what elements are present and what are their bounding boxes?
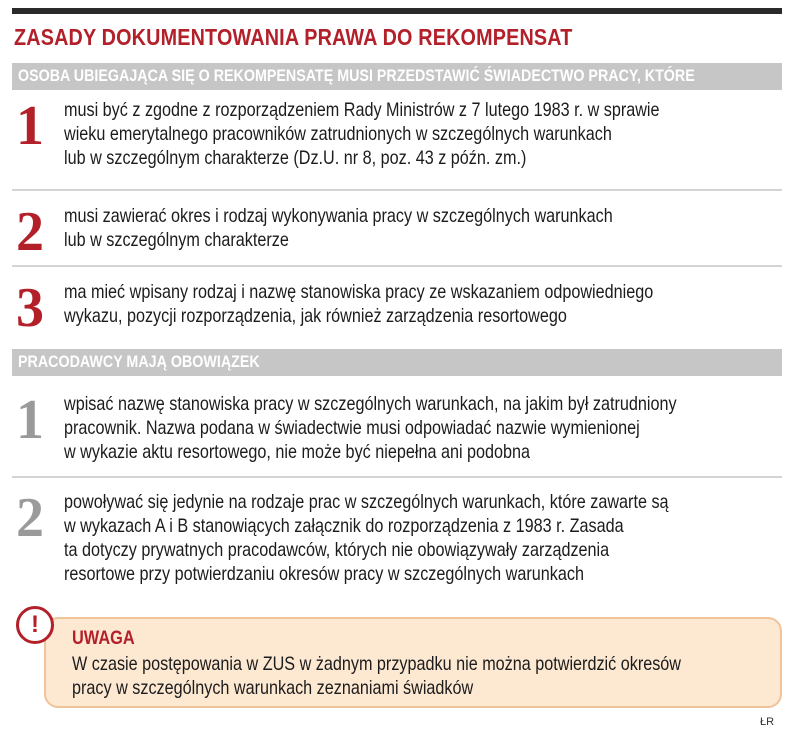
item-text: musi być z zgodne z rozporządzeniem Rady Ministrów z 7 lutego 1983 r. w sprawie wieku emerytalnego pracowników zatrudnionych w szczególnych warunkach lub w szczególnym charakterze (Dz.U. nr 8, poz. 43 z późn. zm.) (64, 99, 660, 169)
item-text: musi zawierać okres i rodzaj wykonywania pracy w szczególnych warunkach lub w szczególnym charakterze (64, 205, 613, 251)
item-text: powoływać się jedynie na rodzaje prac w szczególnych warunkach, które zawarte są w wykazach A i B stanowiących załącznik do rozporządzenia z 1983 r. Zasada ta dotyczy prywatnych pracodawców, których nie obowiązywały zarządzenia resortowe przy potwierdzaniu okresów pracy w szczególnych warunkach (64, 491, 669, 585)
item-number: 1 (16, 95, 44, 157)
section-header-text: PRACODAWCY MAJĄ OBOWIĄZEK (18, 352, 260, 371)
item-number: 2 (16, 201, 44, 263)
author-initials: ŁR (760, 716, 775, 728)
divider (12, 265, 782, 267)
top-rule (12, 8, 782, 14)
item-number: 3 (16, 277, 44, 339)
section-header-text: OSOBA UBIEGAJĄCA SIĘ O REKOMPENSATĘ MUSI PRZEDSTAWIĆ ŚWIADECTWO PRACY, KTÓRE (18, 66, 695, 85)
warning-text: W czasie postępowania w ZUS w żadnym przypadku nie można potwierdzić okresów pracy w szczególnych warunkach zeznaniami świadków (72, 653, 681, 699)
divider (12, 189, 782, 191)
warning-title: UWAGA (72, 628, 135, 649)
page-title: ZASADY DOKUMENTOWANIA PRAWA DO REKOMPENSAT (14, 24, 573, 50)
item-text: wpisać nazwę stanowiska pracy w szczególnych warunkach, na jakim był zatrudniony pracownik. Nazwa podana w świadectwie musi odpowiadać nazwie wymienionej w wykazie aktu resortowego, nie może być niepełna ani podobna (64, 393, 677, 463)
divider (12, 476, 782, 478)
item-number: 1 (16, 389, 44, 451)
exclamation-icon: ! (16, 606, 54, 644)
item-number: 2 (16, 487, 44, 549)
item-text: ma mieć wpisany rodzaj i nazwę stanowiska pracy ze wskazaniem odpowiedniego wykazu, pozycji rozporządzenia, jak również zarządzenia resortowego (64, 281, 654, 327)
section-header-bar (12, 63, 782, 90)
section-header-bar (12, 349, 782, 376)
